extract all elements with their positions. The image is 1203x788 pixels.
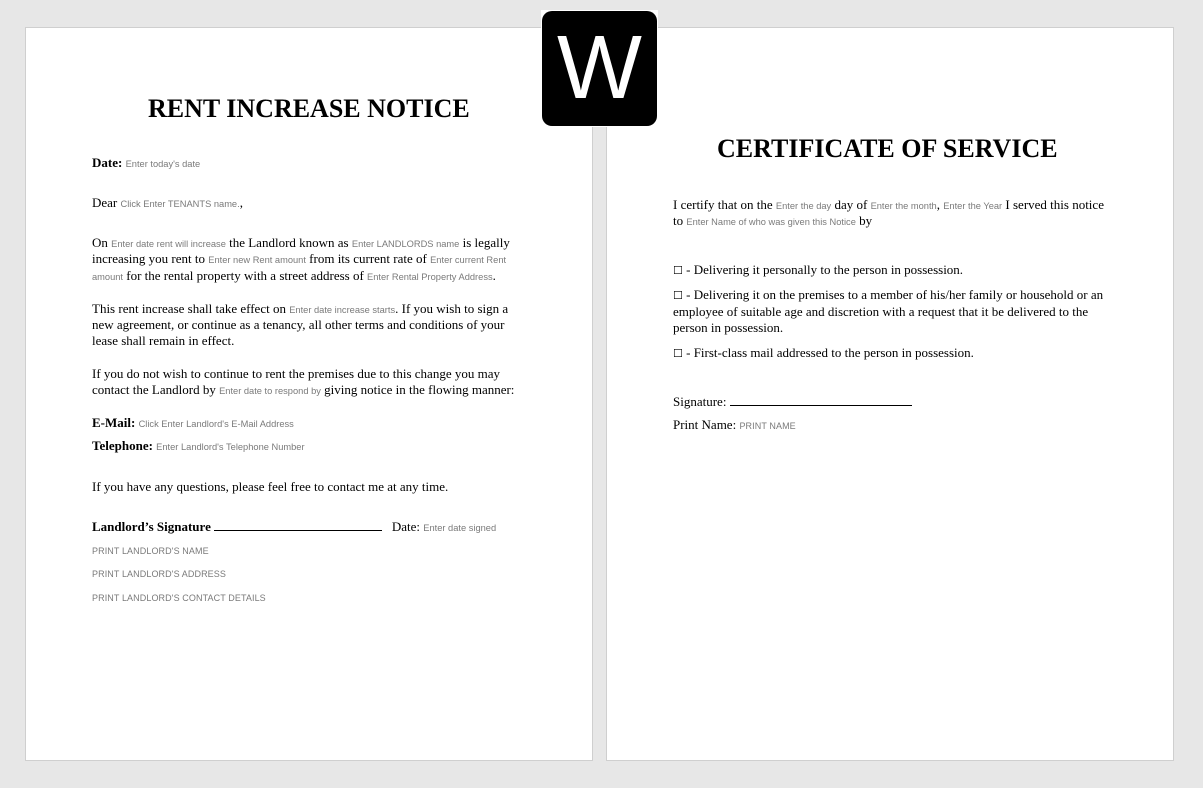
paragraph-1-line-3 <box>92 268 496 285</box>
print-name-line <box>673 417 796 434</box>
salutation <box>92 195 243 212</box>
p1-text: On <box>92 235 108 250</box>
certificate-signature-label: Signature: <box>673 394 727 409</box>
paragraph-3-line-2 <box>92 382 514 399</box>
certify-text: I certify that on the <box>673 197 773 212</box>
option-personal-text: - Delivering it personally to the person in possession. <box>686 262 964 277</box>
signature-label: Landlord’s Signature <box>92 519 211 534</box>
certificate-title: CERTIFICATE OF SERVICE <box>717 134 1058 163</box>
print-name-label: Print Name: <box>673 417 737 432</box>
option-mail <box>673 345 974 362</box>
dear-text: Dear <box>92 195 118 210</box>
certify-line-1 <box>673 197 1104 214</box>
p3-text: contact the Landlord by <box>92 382 216 397</box>
certify-text: to <box>673 213 684 228</box>
option-premises <box>673 287 1103 304</box>
paragraph-2-line-3: lease shall remain in effect. <box>92 333 235 348</box>
signature-date-field[interactable]: Enter date signed <box>423 523 497 533</box>
word-logo-icon: W <box>542 11 657 126</box>
option-premises-line-2: employee of suitable age and discretion with a request that it be delivered to the <box>673 304 1089 319</box>
paragraph-2-line-2: new agreement, or continue as a tenancy, all other terms and conditions of your <box>92 317 505 332</box>
certificate-signature-line <box>673 394 912 410</box>
option-personal <box>673 262 963 279</box>
p1-text: . <box>492 268 496 283</box>
questions-text: If you have any questions, please feel free to contact me at any time. <box>92 479 449 494</box>
rent-increase-notice-page <box>25 27 593 761</box>
certificate-signature-blank[interactable] <box>730 394 912 406</box>
option-premises-text: - Delivering it on the premises to a member of his/her family or household or an <box>686 287 1104 302</box>
current-rent-field-cont[interactable]: amount <box>92 272 124 282</box>
certify-text: day of <box>834 197 868 212</box>
paragraph-1-line-1 <box>92 235 510 252</box>
notice-title: RENT INCREASE NOTICE <box>148 94 470 123</box>
checkbox-premises[interactable]: ☐ <box>673 289 683 302</box>
email-field[interactable]: Click Enter Landlord's E-Mail Address <box>138 419 294 429</box>
certify-text: I served this notice <box>1005 197 1104 212</box>
print-landlord-contact-field[interactable]: PRINT LANDLORD'S CONTACT DETAILS <box>92 593 266 603</box>
respond-date-field[interactable]: Enter date to respond by <box>219 386 321 396</box>
telephone-label: Telephone: <box>92 438 153 453</box>
option-premises-line-3: person in possession. <box>673 320 784 335</box>
tenant-name-field[interactable]: Click Enter TENANTS name. <box>120 199 240 209</box>
signature-blank[interactable] <box>214 519 382 531</box>
certify-text: , <box>936 197 940 212</box>
telephone-field[interactable]: Enter Landlord's Telephone Number <box>156 442 305 452</box>
date-line <box>92 155 200 172</box>
new-rent-field[interactable]: Enter new Rent amount <box>208 255 306 265</box>
month-field[interactable]: Enter the month <box>870 201 937 211</box>
recipient-name-field[interactable]: Enter Name of who was given this Notice <box>686 217 856 227</box>
increase-start-field[interactable]: Enter date increase starts <box>289 305 396 315</box>
p3-text: giving notice in the flowing manner: <box>324 382 515 397</box>
signature-date-label: Date: <box>391 519 420 534</box>
date-label: Date: <box>92 155 123 170</box>
email-line <box>92 415 294 432</box>
day-field[interactable]: Enter the day <box>775 201 832 211</box>
p1-text: increasing you rent to <box>92 251 205 266</box>
telephone-line <box>92 438 305 455</box>
date-field[interactable]: Enter today's date <box>125 159 201 169</box>
dear-comma: , <box>239 195 243 210</box>
email-label: E-Mail: <box>92 415 136 430</box>
p1-text: the Landlord known as <box>229 235 349 250</box>
paragraph-1-line-2 <box>92 251 506 268</box>
p1-text: is legally <box>462 235 510 250</box>
p1-text: from its current rate of <box>309 251 427 266</box>
print-name-field[interactable]: PRINT NAME <box>739 421 796 431</box>
certify-line-2 <box>673 213 872 230</box>
print-landlord-name-field[interactable]: PRINT LANDLORD'S NAME <box>92 546 209 556</box>
certify-text: by <box>859 213 873 228</box>
property-address-field[interactable]: Enter Rental Property Address <box>367 272 493 282</box>
current-rent-field[interactable]: Enter current Rent <box>430 255 507 265</box>
p1-text: for the rental property with a street address of <box>126 268 364 283</box>
paragraph-3-line-1: If you do not wish to continue to rent the premises due to this change you may <box>92 366 500 381</box>
p2-text: This rent increase shall take effect on <box>92 301 286 316</box>
checkbox-mail[interactable]: ☐ <box>673 347 683 360</box>
checkbox-personal[interactable]: ☐ <box>673 264 683 277</box>
option-mail-text: - First-class mail addressed to the person in possession. <box>686 345 974 360</box>
year-field[interactable]: Enter the Year <box>943 201 1003 211</box>
p2-text: . If you wish to sign a <box>395 301 509 316</box>
print-landlord-address-field[interactable]: PRINT LANDLORD'S ADDRESS <box>92 569 226 579</box>
certificate-of-service-page <box>606 27 1174 761</box>
paragraph-2-line-1 <box>92 301 508 318</box>
word-logo <box>541 10 658 127</box>
landlord-name-field[interactable]: Enter LANDLORDS name <box>351 239 460 249</box>
increase-date-field[interactable]: Enter date rent will increase <box>111 239 226 249</box>
signature-line <box>92 519 496 536</box>
